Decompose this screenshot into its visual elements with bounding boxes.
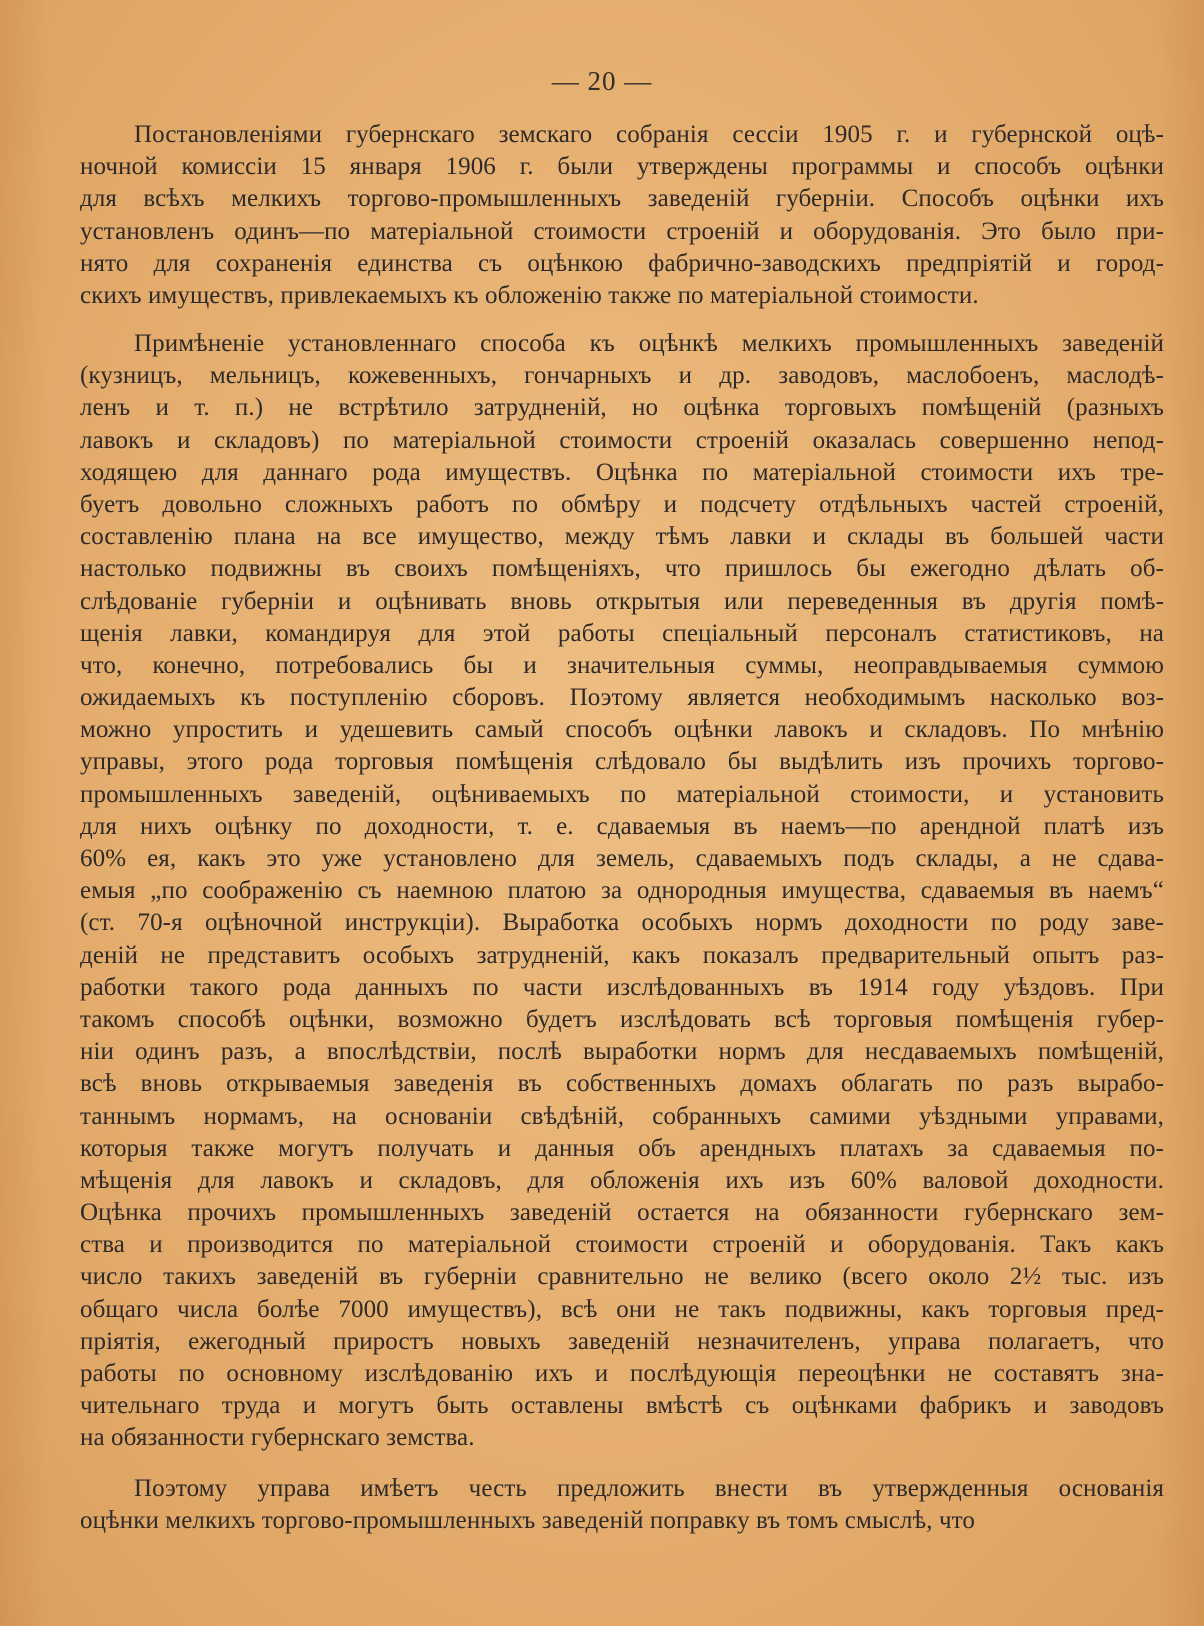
text-line: ночной комиссіи 15 января 1906 г. были утверждены программы и способъ оцѣнки xyxy=(80,153,1164,181)
text-line: работки такого рода данныхъ по части изслѣдованныхъ въ 1914 году уѣздовъ. При xyxy=(80,973,1164,1001)
text-line: установленъ одинъ—по матеріальной стоимости строеній и оборудованія. Это было при- xyxy=(80,217,1164,245)
text-line: для нихъ оцѣнку по доходности, т. е. сдаваемыя въ наемъ—по арендной платѣ изъ xyxy=(80,812,1164,840)
text-line: (кузницъ, мельницъ, кожевенныхъ, гончарныхъ и др. заводовъ, маслобоенъ, маслодѣ- xyxy=(80,362,1164,390)
text-line: лавокъ и складовъ) по матеріальной стоимости строеній оказалась совершенно непод- xyxy=(80,426,1164,454)
text-line: которыя также могутъ получать и данныя объ арендныхъ платахъ за сдаваемыя по- xyxy=(80,1134,1164,1162)
text-line: составленію плана на все имущество, между тѣмъ лавки и склады въ большей части xyxy=(80,523,1164,551)
text-line: Постановленіями губернскаго земскаго собранія сессіи 1905 г. и губернской оцѣ- xyxy=(134,121,1164,148)
text-line: промышленныхъ заведеній, оцѣниваемыхъ по матеріальной стоимости, и установить xyxy=(80,780,1164,808)
text-line: ожидаемыхъ къ поступленію сборовъ. Поэтому является необходимымъ насколько воз- xyxy=(80,684,1164,712)
text-line: ходящею для даннаго рода имуществъ. Оцѣнка по матеріальной стоимости ихъ тре- xyxy=(80,458,1164,486)
text-line: слѣдованіе губерніи и оцѣнивать вновь открытыя или переведенныя въ другія помѣ- xyxy=(80,587,1164,615)
text-line: Поэтому управа имѣетъ честь предложить внести въ утвержденныя основанія xyxy=(134,1475,1164,1502)
page-number: — 20 — xyxy=(551,66,653,96)
text-line: чительнаго труда и могутъ быть оставлены вмѣстѣ съ оцѣнками фабрикъ и заводовъ xyxy=(80,1392,1164,1420)
text-line: всѣ вновь открываемыя заведенія въ собственныхъ домахъ облагать по разъ вырабо- xyxy=(80,1070,1164,1098)
text-line: скихъ имуществъ, привлекаемыхъ къ обложенію также по матеріальной стоимости. xyxy=(80,281,979,309)
text-line: общаго числа болѣе 7000 имуществъ), всѣ они не такъ подвижны, какъ торговыя пред- xyxy=(80,1295,1164,1323)
text-line: (ст. 70-я оцѣночной инструкціи). Выработка особыхъ нормъ доходности по роду заве- xyxy=(80,909,1164,937)
text-line: пріятія, ежегодный приростъ новыхъ заведеній незначителенъ, управа полагаетъ, что xyxy=(80,1327,1164,1355)
text-line: что, конечно, потребовались бы и значительныя суммы, неоправдываемыя суммою xyxy=(80,651,1164,679)
text-line: таннымъ нормамъ, на основаніи свѣдѣній, собранныхъ самими уѣздными управами, xyxy=(80,1102,1164,1130)
text-line: на обязанности губернскаго земства. xyxy=(80,1424,475,1452)
text-line: ленъ и т. п.) не встрѣтило затрудненій, но оцѣнка торговыхъ помѣщеній (разныхъ xyxy=(80,394,1164,422)
text-line: настолько подвижны въ своихъ помѣщеніяхъ, что пришлось бы ежегодно дѣлать об- xyxy=(80,555,1164,583)
paragraph-text xyxy=(80,1473,1164,1537)
text-line: мѣщенія для лавокъ и складовъ, для обложенія ихъ изъ 60% валовой доходности. xyxy=(80,1166,1164,1194)
text-line: число такихъ заведеній въ губерніи сравнительно не велико (всего около 2½ тыс. изъ xyxy=(80,1263,1164,1291)
text-line: 60% ея, какъ это уже установлено для земель, сдаваемыхъ подъ склады, а не сдава- xyxy=(80,845,1164,872)
paragraph-text xyxy=(80,119,1164,312)
text-line: управы, этого рода торговыя помѣщенія слѣдовало бы выдѣлить изъ прочихъ торгово- xyxy=(80,748,1164,776)
text-line: деній не представитъ особыхъ затрудненій, какъ показалъ предварительный опытъ раз- xyxy=(80,941,1164,969)
text-line: буетъ довольно сложныхъ работъ по обмѣру и подсчету отдѣльныхъ частей строеній, xyxy=(80,490,1164,518)
text-line: работы по основному изслѣдованію ихъ и послѣдующія переоцѣнки не составятъ зна- xyxy=(80,1360,1164,1387)
text-line: щенія лавки, командируя для этой работы спеціальный персоналъ статистиковъ, на xyxy=(80,619,1164,647)
text-line: Примѣненіе установленнаго способа къ оцѣнкѣ мелкихъ промышленныхъ заведеній xyxy=(134,330,1164,357)
text-line: можно упростить и удешевить самый способъ оцѣнки лавокъ и складовъ. По мнѣнію xyxy=(80,716,1164,744)
text-line: такомъ способѣ оцѣнки, возможно будетъ изслѣдовать всѣ торговыя помѣщенія губер- xyxy=(80,1005,1164,1033)
paragraph-text xyxy=(80,328,1164,1455)
text-line: ніи одинъ разъ, а впослѣдствіи, послѣ выработки нормъ для несдаваемыхъ помѣщеній, xyxy=(80,1038,1164,1066)
text-line: оцѣнки мелкихъ торгово-промышленныхъ заведеній поправку въ томъ смыслѣ, что xyxy=(80,1507,975,1535)
text-line: нято для сохраненія единства съ оцѣнкою фабрично-заводскихъ предпріятій и город- xyxy=(80,249,1164,277)
text-line: ства и производится по матеріальной стоимости строеній и оборудованія. Такъ какъ xyxy=(80,1231,1164,1259)
paragraph-3 xyxy=(80,1473,1164,1537)
paragraph-1 xyxy=(80,119,1164,312)
text-line: емыя „по соображенію съ наемною платою за однородныя имущества, сдаваемыя въ наемъ“ xyxy=(80,877,1164,905)
text-line: Оцѣнка прочихъ промышленныхъ заведеній остается на обязанности губернскаго зем- xyxy=(80,1199,1164,1227)
text-line: для всѣхъ мелкихъ торгово-промышленныхъ заведеній губерніи. Способъ оцѣнки ихъ xyxy=(80,185,1164,213)
paragraph-2 xyxy=(80,328,1164,1455)
